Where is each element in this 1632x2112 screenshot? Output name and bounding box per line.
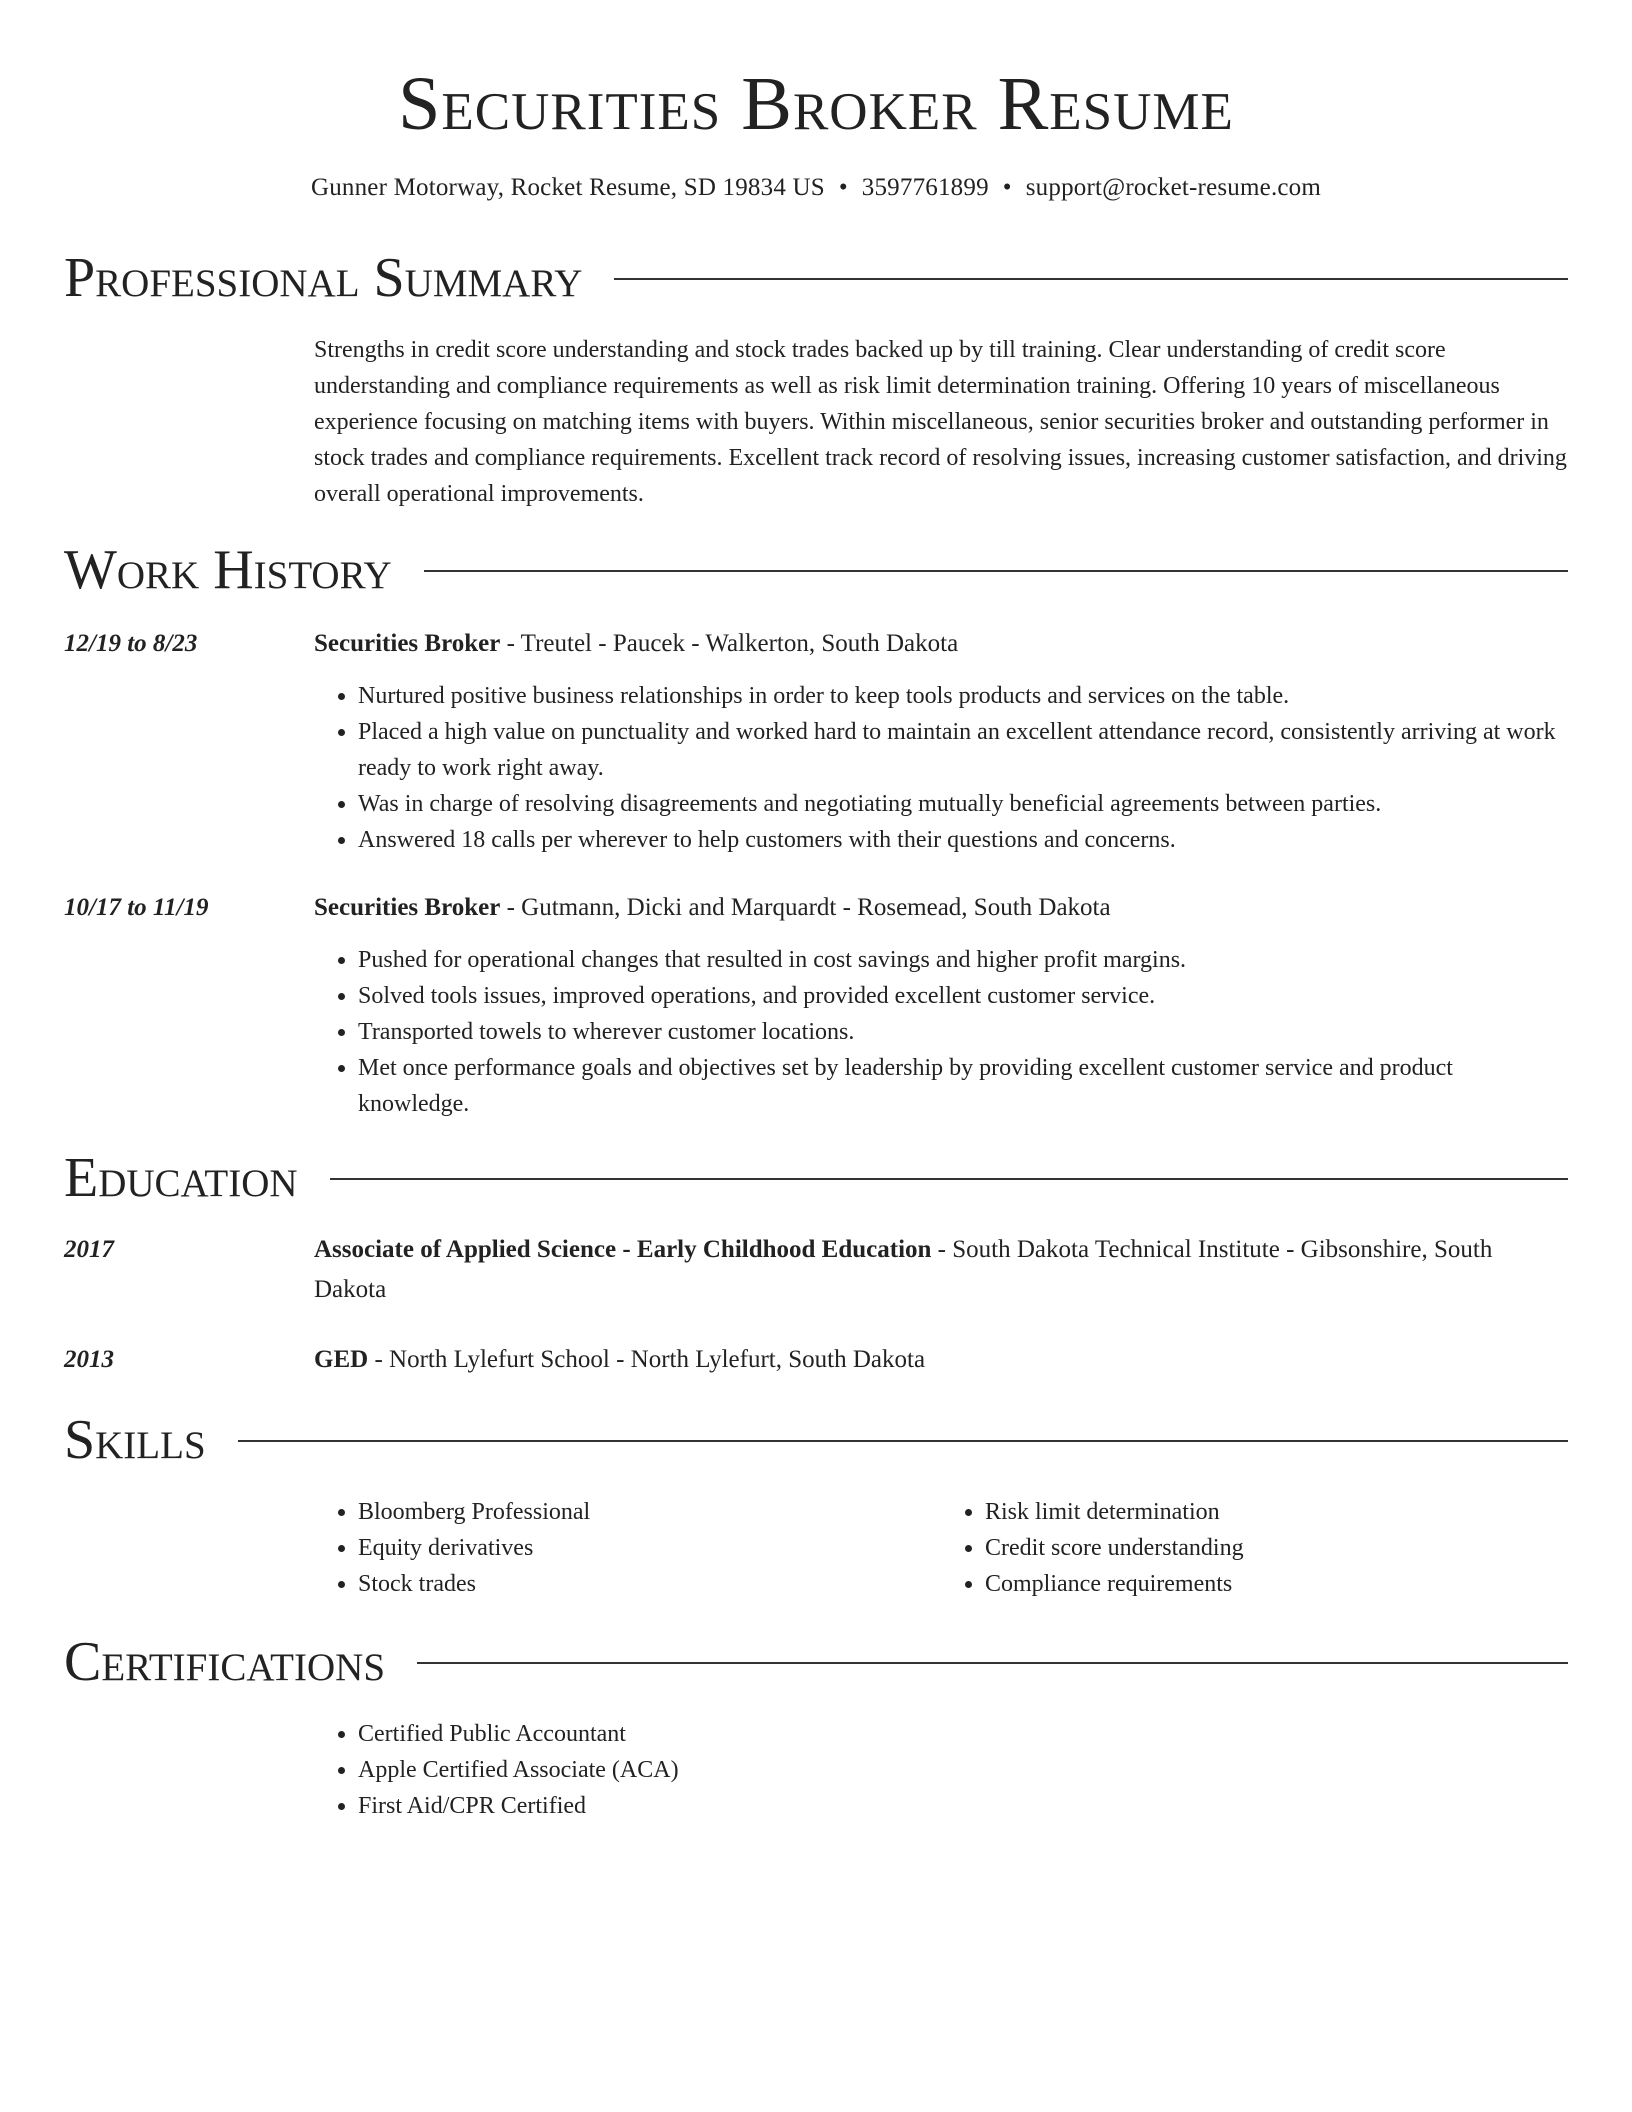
list-item: • First Aid/CPR Certified: [358, 1788, 1568, 1824]
list-item: • Transported towels to wherever customer locations.: [358, 1014, 1568, 1050]
job-entry: [64, 624, 1568, 858]
summary-text: Strengths in credit score understanding and stock trades backed up by till training. Clear understanding of credit score understanding and compliance requirements as well as risk limit determination training. Offering 10 years of miscellaneous experience focusing on matching items with buyers. Within miscellaneous, senior securities broker and outstanding performer in stock trades and compliance requirements. Excellent track record of resolving issues, increasing customer satisfaction, and driving overall operational improvements.: [314, 337, 1567, 507]
list-item: • Risk limit determination: [985, 1494, 1568, 1530]
work-history-section-header: [64, 538, 1568, 602]
section-divider: [614, 278, 1568, 280]
education-year: 2013: [64, 1346, 114, 1373]
list-item: • Nurtured positive business relationships in order to keep tools products and services on the table.: [358, 678, 1568, 714]
list-item: • Equity derivatives: [358, 1530, 941, 1566]
certifications-section-header: [64, 1630, 1568, 1694]
education-entry: [64, 1230, 1568, 1310]
list-item: • Compliance requirements: [985, 1566, 1568, 1602]
list-item: • Stock trades: [358, 1566, 941, 1602]
section-divider: [238, 1440, 1568, 1442]
contact-separator: •: [838, 174, 848, 201]
list-item: • Apple Certified Associate (ACA): [358, 1752, 1568, 1788]
job-dates: 10/17 to 11/19: [64, 894, 209, 921]
job-company: - Gutmann, Dicki and Marquardt - Rosemead, South Dakota: [500, 894, 1111, 921]
contact-separator: •: [1002, 174, 1012, 201]
section-divider: [417, 1662, 1568, 1664]
job-heading: [314, 624, 1568, 664]
list-item: • Bloomberg Professional: [358, 1494, 941, 1530]
work-history-heading: Work History: [64, 539, 392, 601]
contact-email: support@rocket-resume.com: [1025, 174, 1322, 201]
education-section-header: [64, 1146, 1568, 1210]
job-dates: 12/19 to 8/23: [64, 630, 198, 657]
job-heading: [314, 888, 1568, 928]
education-details: [314, 1340, 1568, 1380]
list-item: • Met once performance goals and objectives set by leadership by providing excellent customer service and product knowledge.: [358, 1050, 1568, 1122]
job-title: Securities Broker: [314, 894, 501, 921]
skills-list: [314, 1494, 1568, 1602]
job-bullets: [314, 942, 1568, 1122]
skills-heading: Skills: [64, 1409, 206, 1471]
resume-title: Securities Broker Resume: [398, 62, 1234, 146]
certifications-bullets: [314, 1716, 1568, 1824]
skills-column-right: [941, 1494, 1568, 1602]
list-item: • Credit score understanding: [985, 1530, 1568, 1566]
section-divider: [330, 1178, 1568, 1180]
list-item: • Pushed for operational changes that resulted in cost savings and higher profit margins.: [358, 942, 1568, 978]
skills-section-header: [64, 1408, 1568, 1472]
contact-address: Gunner Motorway, Rocket Resume, SD 19834 US: [310, 174, 825, 201]
job-company: - Treutel - Paucek - Walkerton, South Dakota: [500, 630, 959, 657]
job-bullets: [314, 678, 1568, 858]
list-item: • Was in charge of resolving disagreements and negotiating mutually beneficial agreements between parties.: [358, 786, 1568, 822]
section-divider: [424, 570, 1568, 572]
education-degree: GED: [314, 1346, 369, 1373]
certifications-heading: Certifications: [64, 1631, 386, 1693]
education-school: - North Lylefurt School - North Lylefurt, South Dakota: [368, 1346, 926, 1373]
list-item: • Placed a high value on punctuality and worked hard to maintain an excellent attendance record, consistently arriving at work ready to work right away.: [358, 714, 1568, 786]
contact-phone: 3597761899: [861, 174, 989, 201]
summary-section-header: [64, 246, 1568, 310]
education-heading: Education: [64, 1147, 298, 1209]
list-item: • Solved tools issues, improved operations, and provided excellent customer service.: [358, 978, 1568, 1014]
education-degree: Associate of Applied Science - Early Childhood Education: [314, 1236, 932, 1263]
skills-column-left: [314, 1494, 941, 1602]
summary-heading: Professional Summary: [64, 247, 583, 309]
education-entry: [64, 1340, 1568, 1380]
education-school: - South Dakota Technical Institute - Gibsonshire, South Dakota: [314, 1236, 1493, 1303]
education-year: 2017: [64, 1236, 114, 1263]
list-item: • Certified Public Accountant: [358, 1716, 1568, 1752]
job-entry: [64, 888, 1568, 1122]
contact-line: [64, 172, 1568, 204]
certifications-list: [314, 1716, 1568, 1824]
list-item: • Answered 18 calls per wherever to help customers with their questions and concerns.: [358, 822, 1568, 858]
job-title: Securities Broker: [314, 630, 501, 657]
education-details: [314, 1230, 1568, 1310]
